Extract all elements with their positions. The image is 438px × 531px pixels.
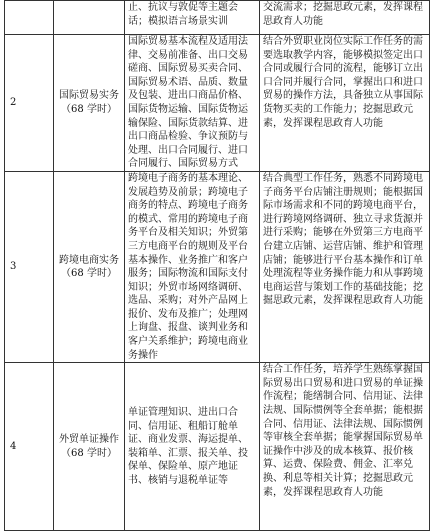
- course-hours: （68 学时）: [61, 103, 117, 115]
- course-name-cell: [54, 363, 125, 531]
- table-row: [5, 363, 430, 531]
- course-requirement-cell: 交流需求；挖掘思政元素，发挥课程思政育人功能: [260, 1, 430, 35]
- course-title: 跨境电商实务: [59, 254, 119, 266]
- course-content-cell: 跨境电子商务的基本理论、发展趋势及前景；跨境电子商务的特点、跨境电子商务的模式、常用的跨境电子商务平台及相关知识；外贸第三方电商平台的规则及平台基本操作、业务推广和客户服务；国际物流和国际支付知识；外贸市场网络调研、选品、采购；对外产品网上报价、发布及推广；处理网上询盘、报盘、谈判业务和客户关系维护；跨境电商业务操作: [125, 171, 260, 362]
- table-row: [5, 171, 430, 362]
- course-requirement-cell: 结合工作任务，培养学生熟练掌握国际贸易出口贸易和进口贸易的单证操作流程；能缮制合同、信用证、法律法规、国际惯例等全套单据；能根据合同、信用证、法律法规、国际惯例等审核全套单据；能掌握国际贸易单证操作中涉及的成本核算、报价核算、运费、保险费、佣金、汇率兑换、利息等相关计算；挖掘思政元素，发挥课程思政育人功能: [260, 363, 430, 531]
- course-content-cell: 单证管理知识、进出口合同、信用证、租船订舱单证、商业发票、海运提单、装箱单、汇票、报关单、投保单、保险单、原产地证书、核销与退税单证等: [125, 363, 260, 531]
- course-requirement-cell: 结合典型工作任务，熟悉不同跨境电子商务平台店铺注册规则；能根据国际市场需求和不同的跨境电商平台，进行跨境网络调研、独立寻求货源并进行采购；能够在外贸第三方电商平台建立店铺、运营店铺、维护和管理店铺；能够进行平台基本操作和订单处理流程等业务操作能力和从事跨境电商运营与策划工作的基础技能；挖掘思政元素，发挥课程思政育人功能: [260, 171, 430, 362]
- table-row-continuation: [5, 1, 430, 35]
- course-name-cell: [54, 171, 125, 362]
- row-number-cell: 2: [5, 35, 54, 172]
- row-number-cell: 3: [5, 171, 54, 362]
- course-hours: （68 学时）: [61, 447, 117, 459]
- row-number-cell: [5, 1, 54, 35]
- course-requirement-cell: 结合外贸职业岗位实际工作任务的需要选取教学内容，能够模拟签定出口合同或履行合同的流程，能够订立出口合同并履行合同，掌握出口和进口贸易的操作方法，具备独立从事国际货物买卖的工作能力；挖掘思政元素，发挥课程思政育人功能: [260, 35, 430, 172]
- row-number-cell: 4: [5, 363, 54, 531]
- course-content-cell: 国际贸易基本流程及适用法律、交易前准备、出口交易磋商、国际贸易买卖合同、国际贸易术语、品质、数量及包装、进出口商品价格、国际货物运输、国际货物运输保险、国际货款结算、进出口商品检验、争议预防与处理、出口合同履行、进口合同履行、国际贸易方式: [125, 35, 260, 172]
- course-hours: （68 学时）: [61, 268, 117, 280]
- course-name-cell: [54, 1, 125, 35]
- course-title: 外贸单证操作: [59, 434, 119, 446]
- course-name-cell: [54, 35, 125, 172]
- course-title: 国际贸易实务: [59, 90, 119, 102]
- course-content-cell: 止、抗议与敦促等主题会话；模拟语言场景实训: [125, 1, 260, 35]
- table-row: [5, 35, 430, 172]
- curriculum-table: [4, 0, 430, 531]
